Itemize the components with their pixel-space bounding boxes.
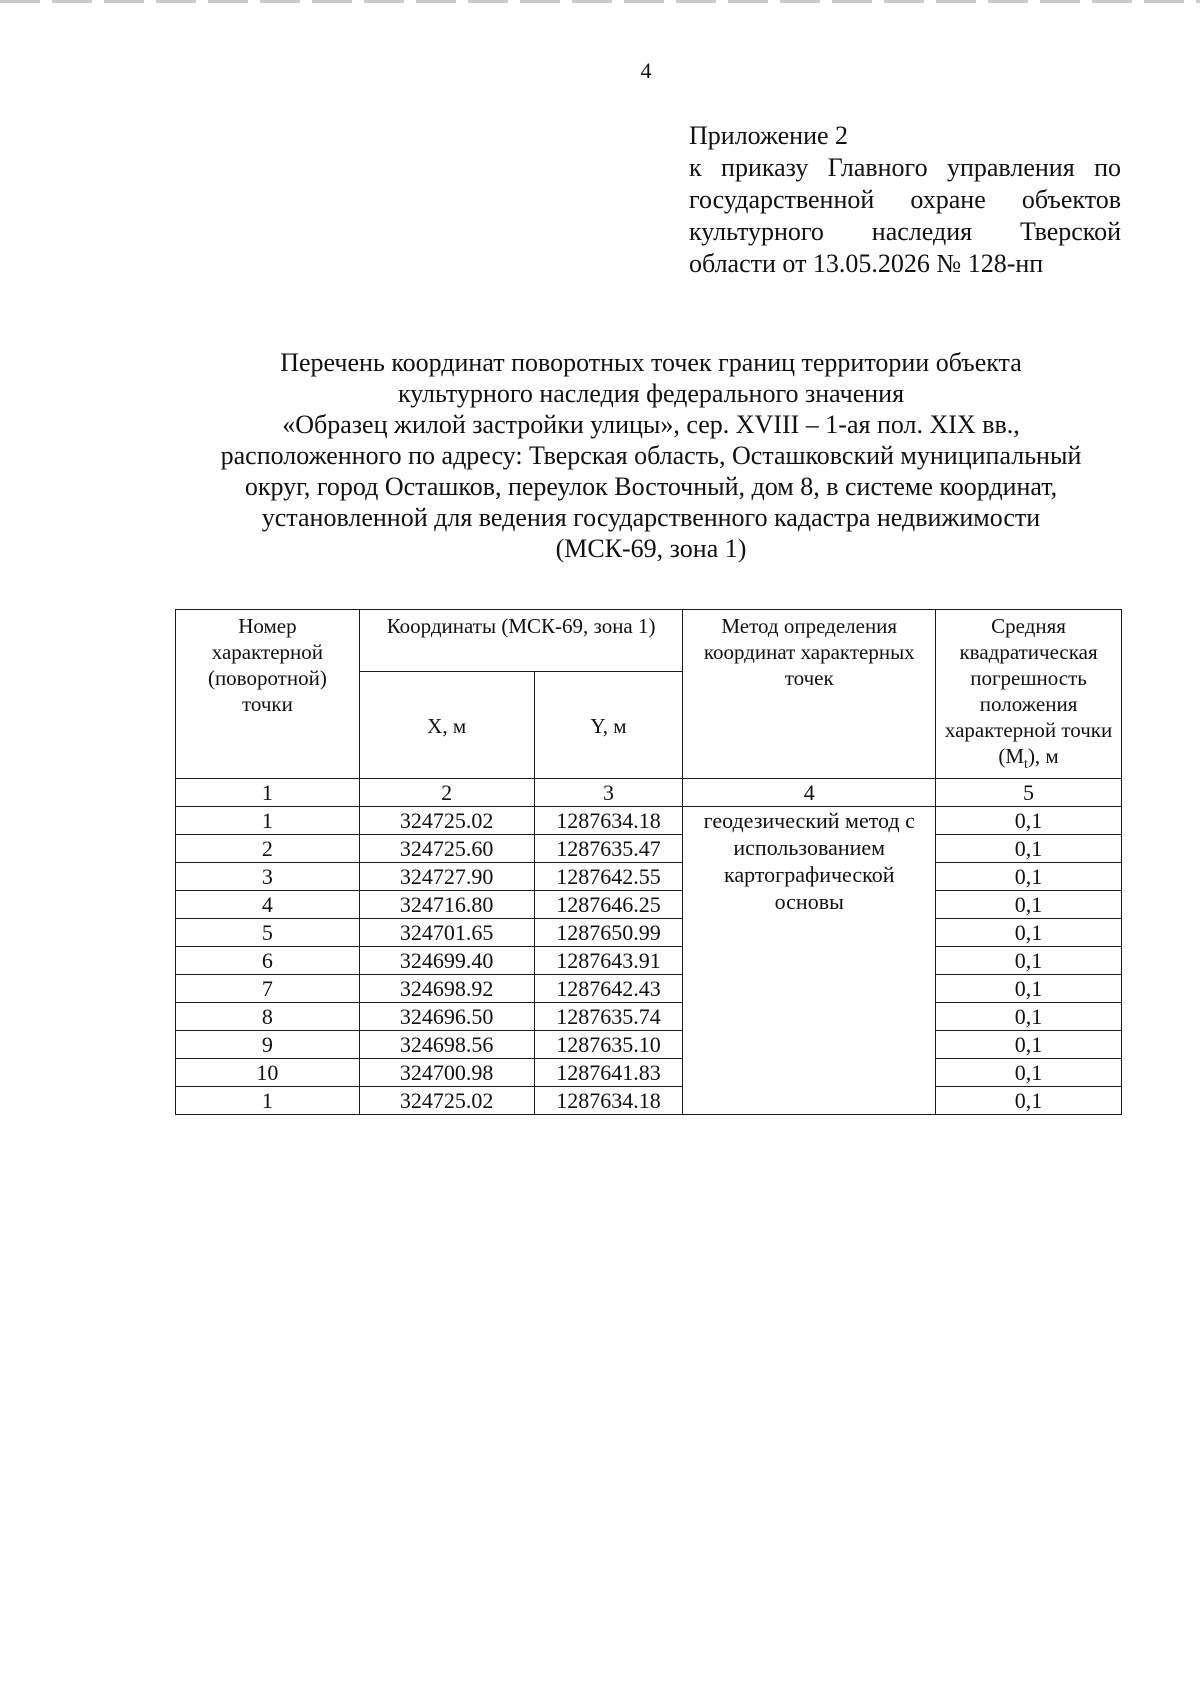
y-coordinate-cell: 1287646.25 xyxy=(534,891,683,919)
point-number-cell: 8 xyxy=(176,1003,360,1031)
column-number: 2 xyxy=(359,779,534,807)
point-number-cell: 3 xyxy=(176,863,360,891)
x-coordinate-cell: 324701.65 xyxy=(359,919,534,947)
title-line: (МСК-69, зона 1) xyxy=(555,534,747,563)
x-coordinate-cell: 324698.92 xyxy=(359,975,534,1003)
x-coordinate-cell: 324700.98 xyxy=(359,1059,534,1087)
appendix-line: области от 13.05.2026 № 128-нп xyxy=(689,249,1044,278)
title-line: культурного наследия федерального значения xyxy=(397,379,905,408)
header-coordinates: Координаты (МСК-69, зона 1) xyxy=(359,610,683,672)
table-row xyxy=(176,919,1122,947)
x-coordinate-cell: 324696.50 xyxy=(359,1003,534,1031)
mean-error-cell: 0,1 xyxy=(936,947,1122,975)
table-row xyxy=(176,863,1122,891)
x-coordinate-cell: 324699.40 xyxy=(359,947,534,975)
point-number-cell: 5 xyxy=(176,919,360,947)
y-coordinate-cell: 1287635.10 xyxy=(534,1031,683,1059)
point-number-cell: 2 xyxy=(176,835,360,863)
y-coordinate-cell: 1287643.91 xyxy=(534,947,683,975)
point-number-cell: 6 xyxy=(176,947,360,975)
y-coordinate-cell: 1287635.74 xyxy=(534,1003,683,1031)
header-y: Y, м xyxy=(534,671,683,779)
point-number-cell: 10 xyxy=(176,1059,360,1087)
appendix-label: Приложение 2 xyxy=(689,121,849,150)
x-coordinate-cell: 324725.02 xyxy=(359,807,534,835)
header-mean-error-subscript: t xyxy=(1024,757,1028,773)
x-coordinate-cell: 324725.02 xyxy=(359,1087,534,1115)
table-row xyxy=(176,835,1122,863)
table-row xyxy=(176,1059,1122,1087)
column-number: 4 xyxy=(683,779,936,807)
header-mean-error-text: Средняя квадратическая погрешность положения характерной точки (M xyxy=(944,614,1113,768)
page-number: 4 xyxy=(640,58,652,83)
y-coordinate-cell: 1287635.47 xyxy=(534,835,683,863)
mean-error-cell: 0,1 xyxy=(936,1003,1122,1031)
y-coordinate-cell: 1287641.83 xyxy=(534,1059,683,1087)
y-coordinate-cell: 1287650.99 xyxy=(534,919,683,947)
x-coordinate-cell: 324727.90 xyxy=(359,863,534,891)
point-number-cell: 1 xyxy=(176,1087,360,1115)
appendix-line: к приказу Главного управления по xyxy=(689,153,1121,182)
table-row xyxy=(176,975,1122,1003)
coordinates-table xyxy=(175,609,1122,1115)
mean-error-cell: 0,1 xyxy=(936,1059,1122,1087)
y-coordinate-cell: 1287634.18 xyxy=(534,1087,683,1115)
column-number: 1 xyxy=(176,779,360,807)
header-mean-error-unit: ), м xyxy=(1027,744,1059,768)
column-number: 3 xyxy=(534,779,683,807)
mean-error-cell: 0,1 xyxy=(936,863,1122,891)
header-method: Метод определения координат характерных точек xyxy=(683,610,936,779)
x-coordinate-cell: 324725.60 xyxy=(359,835,534,863)
y-coordinate-cell: 1287634.18 xyxy=(534,807,683,835)
table-row xyxy=(176,891,1122,919)
scan-edge-artifact xyxy=(0,0,1200,3)
y-coordinate-cell: 1287642.55 xyxy=(534,863,683,891)
mean-error-cell: 0,1 xyxy=(936,919,1122,947)
title-line: установленной для ведения государственного кадастра недвижимости xyxy=(261,503,1041,532)
method-cell: геодезический метод с использованием картографической основы xyxy=(683,807,936,1115)
mean-error-cell: 0,1 xyxy=(936,891,1122,919)
appendix-header xyxy=(689,120,1121,280)
column-number: 5 xyxy=(936,779,1122,807)
header-point-number: Номер характерной (поворотной) точки xyxy=(176,610,360,779)
table-row xyxy=(176,1087,1122,1115)
point-number-cell: 4 xyxy=(176,891,360,919)
x-coordinate-cell: 324716.80 xyxy=(359,891,534,919)
document-title xyxy=(170,347,1132,564)
title-line: Перечень координат поворотных точек границ территории объекта xyxy=(280,348,1022,377)
title-line: расположенного по адресу: Тверская область, Осташковский муниципальный xyxy=(220,441,1082,470)
table-row xyxy=(176,947,1122,975)
appendix-line: культурного наследия Тверской xyxy=(689,217,1121,246)
header-mean-error xyxy=(936,610,1122,779)
point-number-cell: 7 xyxy=(176,975,360,1003)
y-coordinate-cell: 1287642.43 xyxy=(534,975,683,1003)
title-line: «Образец жилой застройки улицы», сер. XVIII – 1-ая пол. XIX вв., xyxy=(282,410,1020,439)
point-number-cell: 1 xyxy=(176,807,360,835)
mean-error-cell: 0,1 xyxy=(936,1087,1122,1115)
table-row xyxy=(176,807,1122,835)
table-row xyxy=(176,1003,1122,1031)
mean-error-cell: 0,1 xyxy=(936,1031,1122,1059)
table-row xyxy=(176,1031,1122,1059)
column-number-row xyxy=(176,779,1122,807)
point-number-cell: 9 xyxy=(176,1031,360,1059)
mean-error-cell: 0,1 xyxy=(936,975,1122,1003)
appendix-line: государственной охране объектов xyxy=(689,185,1121,214)
header-x: X, м xyxy=(359,671,534,779)
mean-error-cell: 0,1 xyxy=(936,835,1122,863)
title-line: округ, город Осташков, переулок Восточный, дом 8, в системе координат, xyxy=(244,472,1058,501)
mean-error-cell: 0,1 xyxy=(936,807,1122,835)
x-coordinate-cell: 324698.56 xyxy=(359,1031,534,1059)
